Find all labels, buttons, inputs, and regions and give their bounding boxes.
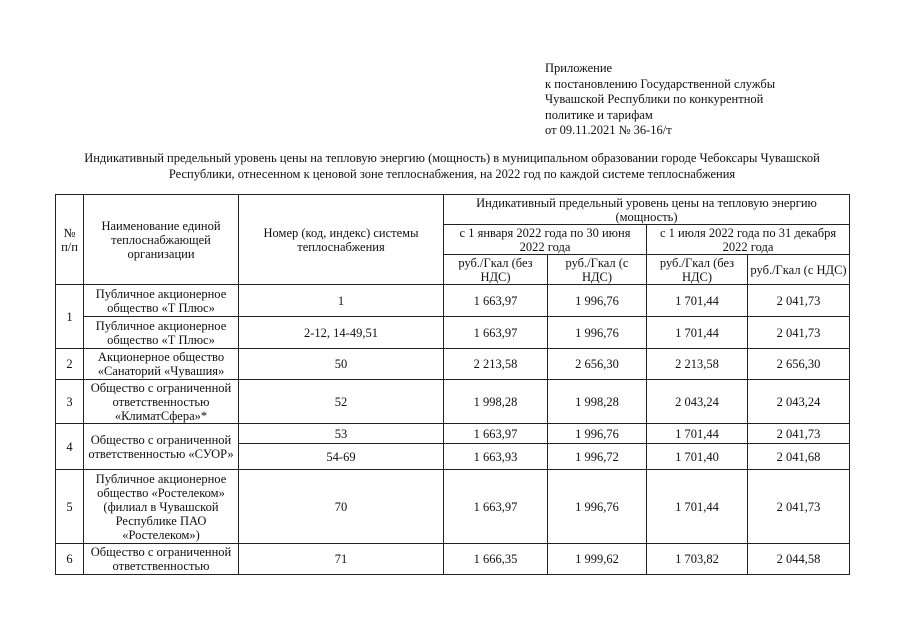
cell-org: Публичное акционерное общество «Т Плюс» — [84, 285, 239, 317]
cell-price: 1 663,97 — [444, 424, 548, 444]
table-row — [56, 349, 850, 380]
cell-num: 4 — [56, 424, 84, 470]
header-p1-without-vat: руб./Гкал (без НДС) — [444, 255, 548, 285]
cell-price: 1 701,40 — [647, 444, 748, 470]
appendix-line: Приложение — [545, 61, 613, 75]
cell-code: 50 — [239, 349, 444, 380]
cell-org: Общество с ограниченной ответственностью «КлиматСфера»* — [84, 380, 239, 424]
cell-price: 1 701,44 — [647, 317, 748, 349]
cell-org: Акционерное общество «Санаторий «Чувашия» — [84, 349, 239, 380]
cell-price: 1 996,76 — [548, 285, 647, 317]
cell-price: 1 663,97 — [444, 285, 548, 317]
cell-price: 2 213,58 — [647, 349, 748, 380]
cell-price: 1 663,97 — [444, 470, 548, 544]
cell-price: 1 703,82 — [647, 544, 748, 575]
cell-price: 2 041,73 — [748, 285, 850, 317]
cell-code: 52 — [239, 380, 444, 424]
title-line-1: Индикативный предельный уровень цены на тепловую энергию (мощность) в муниципальном образовании городе Чебоксары Чувашской — [84, 151, 820, 165]
cell-code: 71 — [239, 544, 444, 575]
cell-price: 2 656,30 — [548, 349, 647, 380]
table-row — [56, 424, 850, 444]
table-row — [56, 285, 850, 317]
cell-price: 2 656,30 — [748, 349, 850, 380]
appendix-line: политике и тарифам — [545, 107, 653, 122]
table-row — [56, 470, 850, 544]
cell-price: 1 996,76 — [548, 317, 647, 349]
cell-price: 2 041,68 — [748, 444, 850, 470]
header-num: № п/п — [56, 195, 84, 285]
cell-num: 6 — [56, 544, 84, 575]
cell-price: 1 701,44 — [647, 285, 748, 317]
cell-org: Публичное акционерное общество «Ростелеком» (филиал в Чувашской Республике ПАО «Ростелеком») — [84, 470, 239, 544]
cell-price: 1 701,44 — [647, 424, 748, 444]
table-row — [56, 380, 850, 424]
cell-org: Общество с ограниченной ответственностью «СУОР» — [84, 424, 239, 470]
cell-price: 2 041,73 — [748, 317, 850, 349]
cell-price: 1 663,97 — [444, 317, 548, 349]
cell-price: 1 996,72 — [548, 444, 647, 470]
header-price-group: Индикативный предельный уровень цены на тепловую энергию (мощность) — [444, 195, 850, 225]
header-code: Номер (код, индекс) системы теплоснабжения — [239, 195, 444, 285]
cell-price: 2 044,58 — [748, 544, 850, 575]
cell-price: 2 043,24 — [748, 380, 850, 424]
cell-code: 70 — [239, 470, 444, 544]
cell-price: 1 996,76 — [548, 424, 647, 444]
cell-price: 1 998,28 — [548, 380, 647, 424]
cell-price: 1 998,28 — [444, 380, 548, 424]
cell-price: 1 666,35 — [444, 544, 548, 575]
cell-price: 2 213,58 — [444, 349, 548, 380]
header-period-1: с 1 января 2022 года по 30 июня 2022 года — [444, 225, 647, 255]
header-p2-with-vat: руб./Гкал (с НДС) — [748, 255, 850, 285]
header-org: Наименование единой теплоснабжающей организации — [84, 195, 239, 285]
cell-org: Публичное акционерное общество «Т Плюс» — [84, 317, 239, 349]
header-p2-without-vat: руб./Гкал (без НДС) — [647, 255, 748, 285]
cell-price: 2 041,73 — [748, 470, 850, 544]
cell-price: 1 996,76 — [548, 470, 647, 544]
cell-price: 1 999,62 — [548, 544, 647, 575]
document-title — [60, 150, 844, 182]
table-row — [56, 317, 850, 349]
cell-num: 3 — [56, 380, 84, 424]
tariff-table — [55, 194, 850, 575]
cell-code: 1 — [239, 285, 444, 317]
cell-code: 53 — [239, 424, 444, 444]
cell-price: 2 041,73 — [748, 424, 850, 444]
header-p1-with-vat: руб./Гкал (с НДС) — [548, 255, 647, 285]
cell-code: 54-69 — [239, 444, 444, 470]
appendix-line: к постановлению Государственной службы — [545, 76, 776, 91]
header-period-2: с 1 июля 2022 года по 31 декабря 2022 года — [647, 225, 850, 255]
cell-price: 1 701,44 — [647, 470, 748, 544]
cell-code: 2-12, 14-49,51 — [239, 317, 444, 349]
appendix-line: от 09.11.2021 № 36-16/т — [545, 123, 672, 138]
cell-org: Общество с ограниченной ответственностью — [84, 544, 239, 575]
cell-price: 1 663,93 — [444, 444, 548, 470]
appendix-line: Чувашской Республики по конкурентной — [545, 92, 764, 107]
appendix-block — [545, 61, 775, 139]
cell-num: 5 — [56, 470, 84, 544]
cell-price: 2 043,24 — [647, 380, 748, 424]
table-row — [56, 544, 850, 575]
cell-num: 1 — [56, 285, 84, 349]
title-line-2: Республики, отнесенном к ценовой зоне теплоснабжения, на 2022 год по каждой системе теплоснабжения — [168, 167, 736, 181]
cell-num: 2 — [56, 349, 84, 380]
